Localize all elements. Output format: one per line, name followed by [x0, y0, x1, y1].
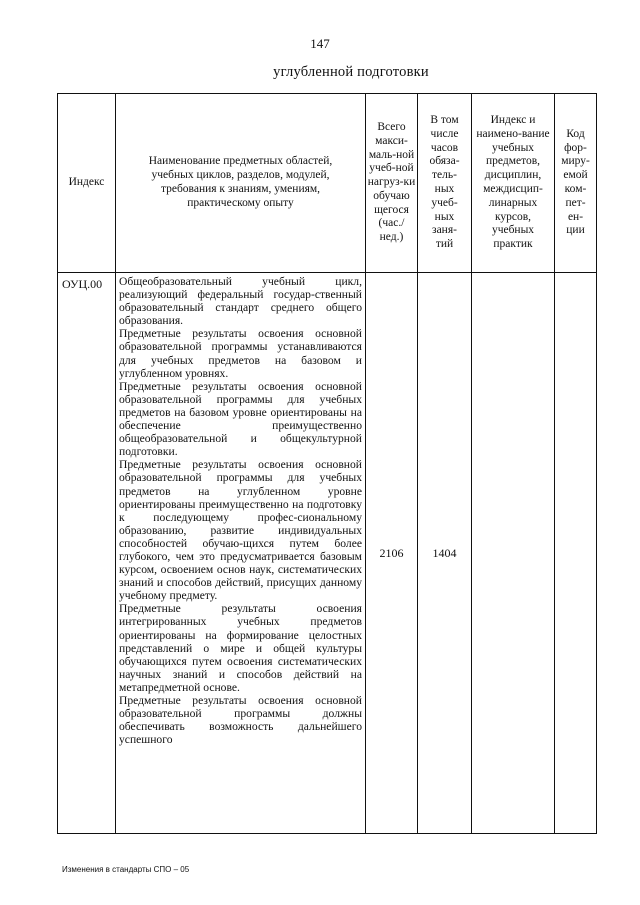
header-max-load-label: Всего макси-маль-ной учеб-ной нагруз-ки обучаю щегося (час./ нед.) — [367, 120, 416, 244]
row-description — [116, 273, 366, 834]
row-mandatory-hours-value: 1404 — [432, 545, 457, 560]
row-mandatory-hours — [418, 273, 472, 834]
header-subjects-index-label: Индекс и наимено-вание учебных предметов, дисциплин, междисцип-линарных курсов, учебных практик — [476, 114, 550, 251]
table-row — [58, 273, 597, 834]
row-competence-code — [555, 273, 597, 834]
description-paragraph: Предметные результаты освоения интегрированных учебных предметов ориентированы на формирование целостных представлений о мире и общей культуры обучающихся путем освоения систематических научных знаний и способов действий на метапредметной основе. — [119, 602, 362, 694]
row-max-load — [366, 273, 418, 834]
row-subjects-index — [472, 273, 555, 834]
description-paragraph: Предметные результаты освоения основной образовательной программы устанавливаются для учебных предметов на базовом и углубленном уровнях. — [119, 327, 362, 380]
header-mandatory-hours-label: В том числе часов обяза-тель-ных учеб-ных заня-тий — [429, 114, 460, 251]
curriculum-table — [57, 93, 597, 834]
description-paragraph: Предметные результаты освоения основной образовательной программы должны обеспечивать возможность дальнейшего успешного — [119, 694, 362, 747]
description-paragraph: Предметные результаты освоения основной образовательной программы для учебных предметов на углубленном уровне ориентированы преимущественно на подготовку к последующему профес-сиональному образованию, развитие индивидуальных способностей обучаю-щихся путем более глубокого, чем это предусматривается базовым курсом, освоением основ наук, систематических знаний и способов действий, присущих данному учебному предмету. — [119, 458, 362, 603]
footer-note: Изменения в стандарты СПО – 05 — [62, 865, 190, 874]
header-subjects-index — [472, 94, 555, 273]
header-index-label: Индекс — [68, 176, 105, 189]
header-mandatory-hours — [418, 94, 472, 273]
continuation-title: углубленной подготовки — [273, 64, 429, 80]
table-header-row — [58, 94, 597, 273]
description-paragraph: Предметные результаты освоения основной образовательной программы для учебных предметов на базовом уровне ориентированы на обеспечение преимущественно общеобразовательной и общекультурной подготовки. — [119, 379, 362, 459]
header-competence-code — [555, 94, 597, 273]
header-max-load — [366, 94, 418, 273]
row-max-load-value: 2106 — [379, 545, 404, 560]
page-number: 147 — [310, 36, 330, 51]
header-description — [116, 94, 366, 273]
header-description-label: Наименование предметных областей, учебных циклов, разделов, модулей, требования к знаниям, умениям, практическому опыту — [148, 155, 333, 209]
description-paragraph: Общеобразовательный учебный цикл, реализующий федеральный государ-ственный образовательный стандарт среднего общего образования. — [119, 275, 362, 328]
row-index: ОУЦ.00 — [58, 273, 116, 834]
header-index — [58, 94, 116, 273]
header-competence-code-label: Код фор-миру-емой ком-пет-ен-ции — [561, 127, 590, 237]
